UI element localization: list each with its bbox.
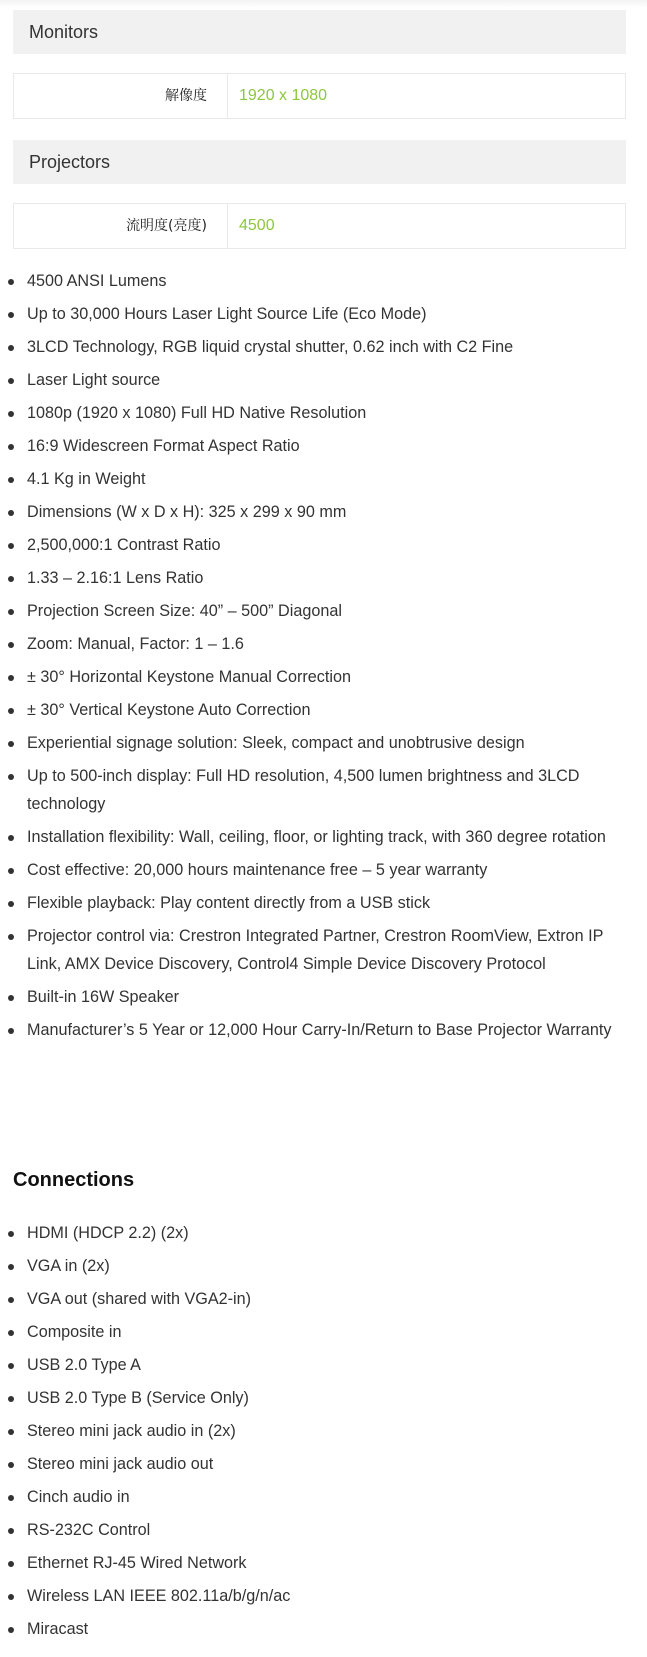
list-item: Projection Screen Size: 40” – 500” Diagonal [0, 597, 630, 625]
list-item: USB 2.0 Type B (Service Only) [0, 1384, 630, 1412]
monitors-header: Monitors [13, 10, 626, 54]
list-item: Installation flexibility: Wall, ceiling, floor, or lighting track, with 360 degree rotation [0, 823, 630, 851]
connections-list [0, 1219, 630, 1648]
list-item: Up to 500-inch display: Full HD resolution, 4,500 lumen brightness and 3LCD technology [0, 762, 630, 818]
list-item: Wireless LAN IEEE 802.11a/b/g/n/ac [0, 1582, 630, 1610]
list-item: 1080p (1920 x 1080) Full HD Native Resolution [0, 399, 630, 427]
list-item: ± 30° Horizontal Keystone Manual Correction [0, 663, 630, 691]
list-item: VGA out (shared with VGA2-in) [0, 1285, 630, 1313]
list-item: USB 2.0 Type A [0, 1351, 630, 1379]
list-item: Ethernet RJ-45 Wired Network [0, 1549, 630, 1577]
list-item: Experiential signage solution: Sleek, compact and unobtrusive design [0, 729, 630, 757]
list-item: 4500 ANSI Lumens [0, 267, 630, 295]
list-item: Projector control via: Crestron Integrated Partner, Crestron RoomView, Extron IP Link, AMX Device Discovery, Control4 Simple Device Discovery Protocol [0, 922, 630, 978]
list-item: Stereo mini jack audio in (2x) [0, 1417, 630, 1445]
list-item: Miracast [0, 1615, 630, 1643]
list-item: 1.33 – 2.16:1 Lens Ratio [0, 564, 630, 592]
list-item: RS-232C Control [0, 1516, 630, 1544]
list-item: Composite in [0, 1318, 630, 1346]
list-item: Flexible playback: Play content directly from a USB stick [0, 889, 630, 917]
list-item: 3LCD Technology, RGB liquid crystal shutter, 0.62 inch with C2 Fine [0, 333, 630, 361]
feature-list [0, 267, 630, 1049]
spec-label: 流明度(亮度) [14, 204, 228, 248]
spec-row-brightness [13, 203, 626, 249]
list-item: Dimensions (W x D x H): 325 x 299 x 90 mm [0, 498, 630, 526]
list-item: HDMI (HDCP 2.2) (2x) [0, 1219, 630, 1247]
list-item: Laser Light source [0, 366, 630, 394]
spec-label: 解像度 [14, 74, 228, 118]
list-item: Manufacturer’s 5 Year or 12,000 Hour Carry-In/Return to Base Projector Warranty [0, 1016, 630, 1044]
list-item: Stereo mini jack audio out [0, 1450, 630, 1478]
list-item: Built-in 16W Speaker [0, 983, 630, 1011]
top-divider [0, 0, 647, 8]
spec-value: 4500 [239, 217, 275, 234]
list-item: Up to 30,000 Hours Laser Light Source Life (Eco Mode) [0, 300, 630, 328]
list-item: Zoom: Manual, Factor: 1 – 1.6 [0, 630, 630, 658]
list-item: VGA in (2x) [0, 1252, 630, 1280]
list-item: ± 30° Vertical Keystone Auto Correction [0, 696, 630, 724]
spec-row-resolution [13, 73, 626, 119]
connections-title: Connections [13, 1169, 135, 1191]
list-item: 2,500,000:1 Contrast Ratio [0, 531, 630, 559]
spec-value: 1920 x 1080 [239, 87, 328, 104]
list-item: Cost effective: 20,000 hours maintenance free – 5 year warranty [0, 856, 630, 884]
projectors-header: Projectors [13, 140, 626, 184]
list-item: 16:9 Widescreen Format Aspect Ratio [0, 432, 630, 460]
list-item: 4.1 Kg in Weight [0, 465, 630, 493]
list-item: Cinch audio in [0, 1483, 630, 1511]
